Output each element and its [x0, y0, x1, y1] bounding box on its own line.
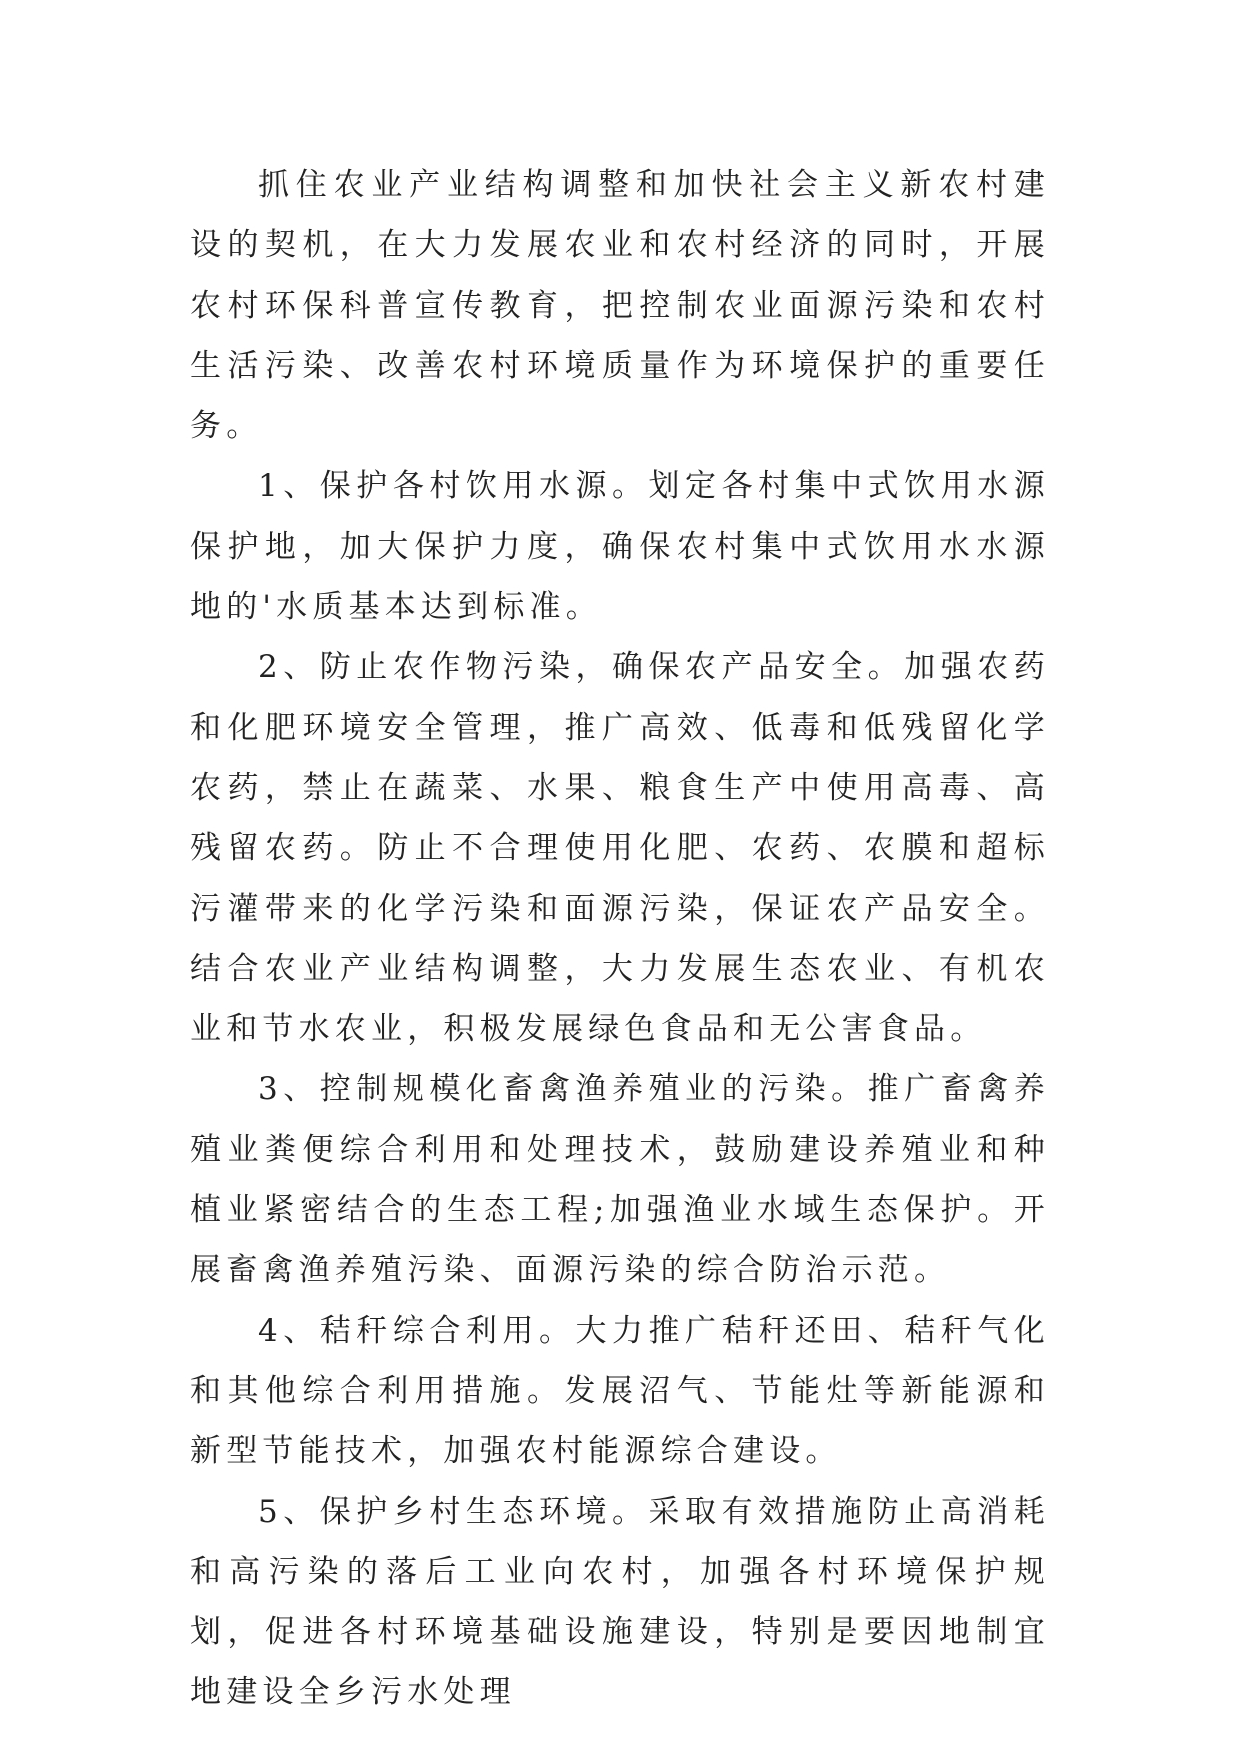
paragraph-item-3: 3、控制规模化畜禽渔养殖业的污染。推广畜禽养殖业粪便综合利用和处理技术，鼓励建设养殖业和种植业紧密结合的生态工程;加强渔业水域生态保护。开展畜禽渔养殖污染、面源污染的综合防治示范。	[190, 1071, 1050, 1289]
document-body	[190, 155, 1050, 1723]
paragraph-intro: 抓住农业产业结构调整和加快社会主义新农村建设的契机，在大力发展农业和农村经济的同时，开展农村环保科普宣传教育，把控制农业面源污染和农村生活污染、改善农村环境质量作为环境保护的重要任务。	[190, 167, 1050, 445]
paragraph-item-5: 5、保护乡村生态环境。采取有效措施防止高消耗和高污染的落后工业向农村，加强各村环境保护规划，促进各村环境基础设施建设，特别是要因地制宜地建设全乡污水处理	[190, 1493, 1050, 1711]
paragraph-item-1: 1、保护各村饮用水源。划定各村集中式饮用水源保护地，加大保护力度，确保农村集中式饮用水水源地的'水质基本达到标准。	[190, 468, 1050, 626]
paragraph-item-2: 2、防止农作物污染，确保农产品安全。加强农药和化肥环境安全管理，推广高效、低毒和低残留化学农药，禁止在蔬菜、水果、粮食生产中使用高毒、高残留农药。防止不合理使用化肥、农药、农膜和超标污灌带来的化学污染和面源污染，保证农产品安全。结合农业产业结构调整，大力发展生态农业、有机农业和节水农业，积极发展绿色食品和无公害食品。	[190, 649, 1050, 1048]
paragraph-item-4: 4、秸秆综合利用。大力推广秸秆还田、秸秆气化和其他综合利用措施。发展沼气、节能灶等新能源和新型节能技术，加强农村能源综合建设。	[190, 1312, 1050, 1470]
